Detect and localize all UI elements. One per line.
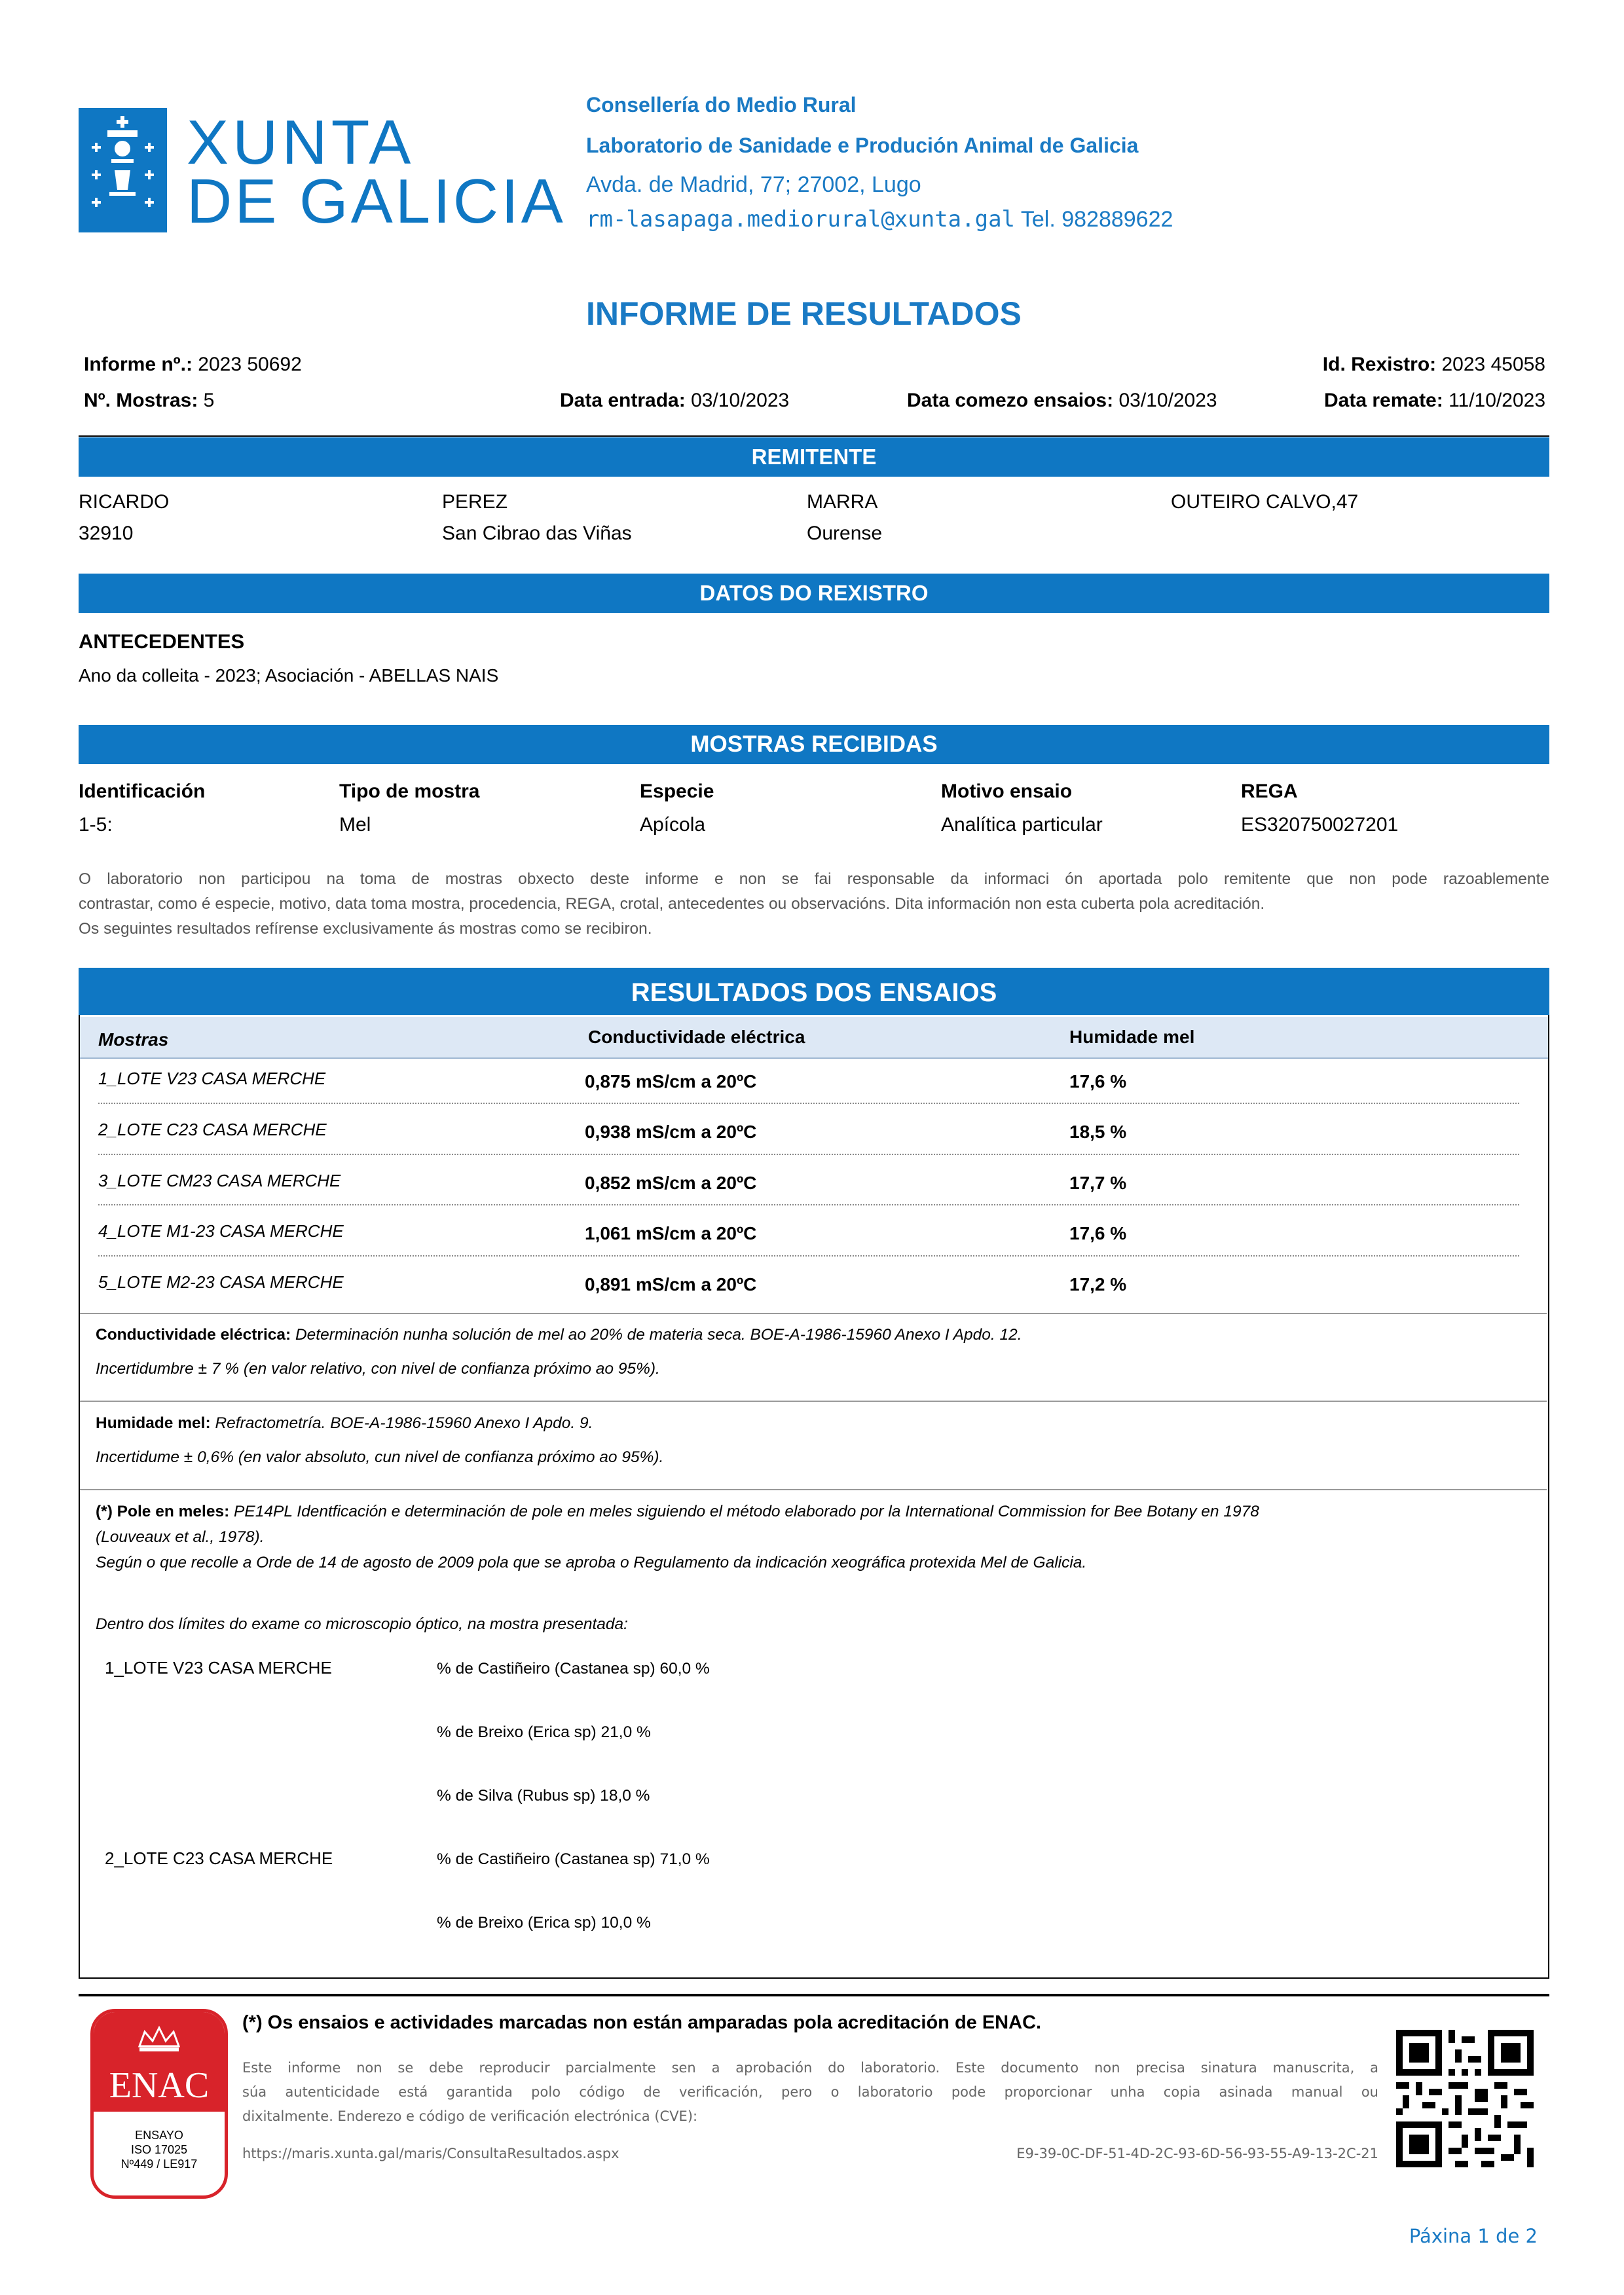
- pollen-2-item-1: % de Castiñeiro (Castanea sp) 71,0 %: [437, 1850, 710, 1868]
- section-divider: [80, 1401, 1547, 1402]
- mostras-count: [84, 390, 214, 412]
- data-comezo: [907, 390, 1217, 412]
- rexistro-value: 2023 45058: [1441, 354, 1545, 375]
- org-contact: [586, 206, 1173, 232]
- enac-line-2: ISO 17025: [130, 2143, 188, 2156]
- result-row-3-mostra: 3_LOTE CM23 CASA MERCHE: [98, 1171, 341, 1190]
- remitente-name: RICARDO: [79, 491, 170, 513]
- report-title: INFORME DE RESULTADOS: [586, 295, 1022, 332]
- resultados-heading: RESULTADOS DOS ENSAIOS: [79, 968, 1549, 1015]
- pole-intro: Dentro dos límites do exame co microscopio óptico, na mostra presentada:: [96, 1615, 628, 1633]
- section-divider: [80, 1489, 1547, 1490]
- method-cond-incert: Incertidumbre ± 7 % (en valor relativo, con nivel de confianza próximo ao 95%).: [96, 1360, 660, 1378]
- col-tipo-mostra: Tipo de mostra: [339, 780, 480, 802]
- rexistro-label: Id. Rexistro:: [1322, 354, 1437, 375]
- entrada-value: 03/10/2023: [691, 390, 790, 411]
- method-hum-text: Refractometría. BOE-A-1986-15960 Anexo I Apdo. 9.: [215, 1414, 593, 1432]
- result-row-4-mostra: 4_LOTE M1-23 CASA MERCHE: [98, 1221, 344, 1241]
- qr-code: [1396, 2030, 1534, 2167]
- pollen-1-item-2: % de Breixo (Erica sp) 21,0 %: [437, 1723, 651, 1741]
- legal-line-3: dixitalmente. Enderezo e código de verificación electrónica (CVE):: [242, 2108, 698, 2124]
- result-row-2-mostra: 2_LOTE C23 CASA MERCHE: [98, 1120, 327, 1139]
- row-divider: [98, 1154, 1519, 1155]
- remitente-town: San Cibrao das Viñas: [442, 523, 632, 544]
- cell-tipo-mostra: Mel: [339, 814, 371, 835]
- entrada-label: Data entrada:: [560, 390, 686, 411]
- rexistro-id: [1323, 354, 1545, 376]
- disclaimer-line-2: contrastar, como é especie, motivo, data toma mostra, procedencia, REGA, crotal, antecedentes ou observacións. Dita información non esta cuberta pola acreditación.: [79, 895, 1265, 913]
- col-rega: REGA: [1241, 780, 1298, 802]
- xunta-logo-text-2: DE GALICIA: [187, 166, 566, 236]
- data-entrada: [560, 390, 789, 412]
- col-identificacion: Identificación: [79, 780, 206, 802]
- row-divider: [98, 1103, 1519, 1104]
- cell-rega: ES320750027201: [1241, 814, 1399, 835]
- legal-line-2: súa autenticidade está garantida polo código de verificación, pero o laboratorio pode proporcionar unha copia asinada manual ou: [242, 2084, 1378, 2100]
- enac-name: ENAC: [109, 2065, 210, 2106]
- org-email[interactable]: rm-lasapaga.mediorural@xunta.gal: [586, 206, 1016, 232]
- mostras-value: 5: [203, 390, 215, 411]
- remitente-street: OUTEIRO CALVO,47: [1171, 491, 1359, 513]
- remitente-surname-2: MARRA: [807, 491, 878, 513]
- remitente-province: Ourense: [807, 523, 883, 544]
- crown-icon: [94, 2020, 225, 2059]
- legal-text: [242, 2056, 1378, 2129]
- pollen-1-item-3: % de Silva (Rubus sp) 18,0 %: [437, 1787, 650, 1805]
- remitente-heading: REMITENTE: [79, 437, 1549, 477]
- pollen-2-mostra: 2_LOTE C23 CASA MERCHE: [105, 1848, 333, 1868]
- pollen-1-mostra: 1_LOTE V23 CASA MERCHE: [105, 1658, 332, 1678]
- pole-text-1: PE14PL Identficación e determinación de pole en meles siguiendo el método elaborado por la International Commission for Bee Botany en 1978: [234, 1503, 1259, 1520]
- method-hum-incert: Incertidume ± 0,6% (en valor absoluto, cun nivel de confianza próximo ao 95%).: [96, 1448, 664, 1466]
- result-row-3-cond: 0,852 mS/cm a 20ºC: [585, 1173, 757, 1193]
- result-row-1-mostra: 1_LOTE V23 CASA MERCHE: [98, 1069, 326, 1088]
- remitente-surname-1: PEREZ: [442, 491, 508, 513]
- section-divider: [80, 1313, 1547, 1314]
- result-row-2-hum: 18,5 %: [1069, 1122, 1127, 1142]
- remate-label: Data remate:: [1323, 390, 1443, 411]
- cve-url[interactable]: https://maris.xunta.gal/maris/ConsultaResultados.aspx: [242, 2146, 619, 2161]
- org-laboratorio: Laboratorio de Sanidade e Produción Animal de Galicia: [586, 134, 1139, 157]
- enac-badge: [90, 2009, 228, 2199]
- pole-text-2: (Louveaux et al., 1978).: [96, 1528, 265, 1546]
- org-phone: Tel. 982889622: [1020, 207, 1173, 232]
- pollen-1-item-1: % de Castiñeiro (Castanea sp) 60,0 %: [437, 1660, 710, 1678]
- remitente-postcode: 32910: [79, 523, 134, 544]
- mostras-recibidas-heading: MOSTRAS RECIBIDAS: [79, 725, 1549, 764]
- method-hum-label: Humidade mel:: [96, 1414, 211, 1432]
- col-mostras: Mostras: [98, 1029, 169, 1050]
- method-cond-text: Determinación nunha solución de mel ao 20% de materia seca. BOE-A-1986-15960 Anexo I Apdo. 12.: [295, 1326, 1022, 1344]
- shield-icon: [79, 108, 167, 232]
- org-consellerias: Consellería do Medio Rural: [586, 93, 857, 117]
- remate-value: 11/10/2023: [1449, 390, 1545, 411]
- pollen-2-item-2: % de Breixo (Erica sp) 10,0 %: [437, 1914, 651, 1932]
- result-row-1-hum: 17,6 %: [1069, 1071, 1127, 1092]
- org-address: Avda. de Madrid, 77; 27002, Lugo: [586, 172, 921, 197]
- data-remate: [1324, 390, 1545, 412]
- enac-note: (*) Os ensaios e actividades marcadas non están amparadas pola acreditación de ENAC.: [242, 2012, 1042, 2033]
- enac-line-3: Nº449 / LE917: [120, 2157, 198, 2171]
- method-humidade: [96, 1414, 593, 1433]
- col-especie: Especie: [640, 780, 714, 802]
- result-row-2-cond: 0,938 mS/cm a 20ºC: [585, 1122, 757, 1142]
- pole-method: [96, 1503, 1259, 1521]
- informe-label: Informe nº.:: [84, 354, 193, 375]
- rexistro-heading: DATOS DO REXISTRO: [79, 574, 1549, 613]
- disclaimer-line-3: Os seguintes resultados refírense exclusivamente ás mostras como se recibiron.: [79, 920, 652, 938]
- xunta-logo-text-1: XUNTA: [187, 107, 415, 177]
- xunta-logo-emblem: [79, 108, 167, 232]
- result-row-5-hum: 17,2 %: [1069, 1274, 1127, 1294]
- mostras-label: Nº. Mostras:: [84, 390, 198, 411]
- antecedentes-label: ANTECEDENTES: [79, 630, 245, 653]
- method-conductividade: [96, 1326, 1022, 1344]
- cve-code: E9-39-0C-DF-51-4D-2C-93-6D-56-93-55-A9-13-2C-21: [1016, 2146, 1378, 2161]
- remitente-top-rule: [79, 435, 1549, 437]
- row-divider: [98, 1204, 1519, 1205]
- enac-line-1: ENSAYO: [135, 2129, 183, 2142]
- qr-code-icon: [1396, 2030, 1534, 2167]
- comezo-value: 03/10/2023: [1118, 390, 1217, 411]
- page-number: Páxina 1 de 2: [1409, 2225, 1538, 2247]
- pole-text-3: Según o que recolle a Orde de 14 de agosto de 2009 pola que se aproba o Regulamento da indicación xeográfica protexida Mel de Galicia.: [96, 1554, 1087, 1571]
- antecedentes-text: Ano da colleita - 2023; Asociación - ABELLAS NAIS: [79, 665, 499, 686]
- legal-line-1: Este informe non se debe reproducir parcialmente sen a aprobación do laboratorio. Este documento non precisa sinatura manuscrita, a: [242, 2060, 1378, 2076]
- result-row-4-cond: 1,061 mS/cm a 20ºC: [585, 1223, 757, 1243]
- result-row-5-mostra: 5_LOTE M2-23 CASA MERCHE: [98, 1272, 344, 1292]
- footer-rule: [79, 1994, 1549, 1996]
- result-row-3-hum: 17,7 %: [1069, 1173, 1127, 1193]
- row-divider: [98, 1255, 1519, 1257]
- cell-motivo-ensaio: Analítica particular: [941, 814, 1103, 835]
- informe-number: [84, 354, 302, 376]
- cell-especie: Apícola: [640, 814, 706, 835]
- col-humidade: Humidade mel: [1069, 1027, 1195, 1047]
- comezo-label: Data comezo ensaios:: [907, 390, 1114, 411]
- method-cond-label: Conductividade eléctrica:: [96, 1326, 291, 1344]
- informe-value: 2023 50692: [198, 354, 302, 375]
- pole-label: (*) Pole en meles:: [96, 1503, 230, 1520]
- cell-identificacion: 1-5:: [79, 814, 113, 835]
- col-motivo-ensaio: Motivo ensaio: [941, 780, 1073, 802]
- result-row-1-cond: 0,875 mS/cm a 20ºC: [585, 1071, 757, 1092]
- resultados-header-row: [80, 1017, 1548, 1059]
- result-row-4-hum: 17,6 %: [1069, 1223, 1127, 1243]
- col-conductividade: Conductividade eléctrica: [588, 1027, 805, 1047]
- resultados-box: [79, 1015, 1549, 1979]
- disclaimer-line-1: O laboratorio non participou na toma de mostras obxecto deste informe e non se fai responsable da informaci ón aportada polo remitente que non pode razoablemente: [79, 870, 1549, 888]
- result-row-5-cond: 0,891 mS/cm a 20ºC: [585, 1274, 757, 1294]
